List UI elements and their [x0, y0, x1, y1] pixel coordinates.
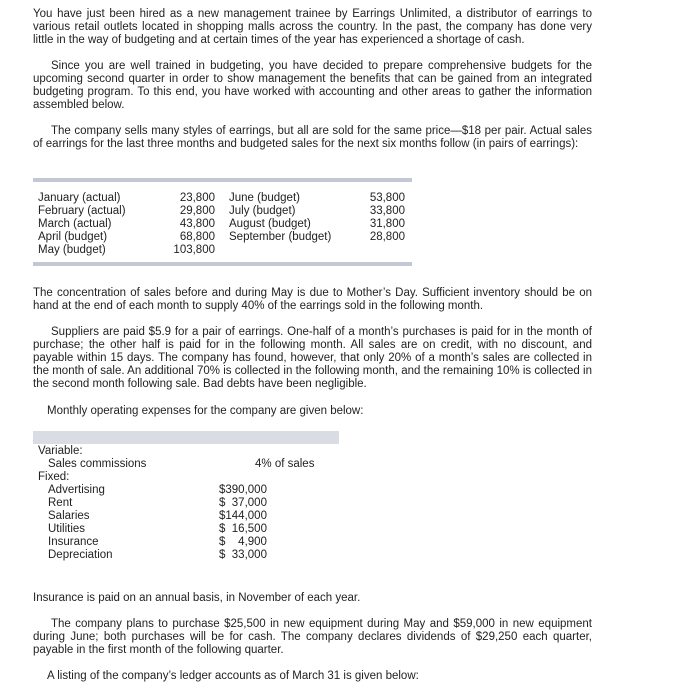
- expenses-table: [33, 444, 339, 564]
- sales-month-label: September (budget): [229, 231, 332, 243]
- sales-month-label: April (budget): [38, 231, 108, 243]
- sales-value: 29,800: [179, 205, 215, 217]
- sales-value: 68,800: [179, 231, 215, 243]
- sales-table: [33, 182, 412, 262]
- expense-label: Depreciation: [48, 549, 113, 561]
- sales-intro-paragraph: The company sells many styles of earrings, but all are sold for the same price—$18 per pair. Actual sales of earrings for the last three months and budgeted sales for the next six months follow (in pairs of earrings):: [33, 125, 592, 150]
- sales-value: 23,800: [179, 192, 215, 204]
- sales-value: 33,800: [369, 205, 405, 217]
- expense-value: 4% of sales: [255, 458, 315, 470]
- expense-value: $390,000: [219, 484, 267, 496]
- ledger-intro-paragraph: A listing of the company’s ledger accounts as of March 31 is given below:: [47, 670, 419, 682]
- expense-value: $144,000: [219, 510, 267, 522]
- sales-value: 31,800: [369, 218, 405, 230]
- expense-label: Utilities: [48, 523, 86, 535]
- expenses-table-header: [33, 431, 339, 444]
- sales-value: 53,800: [369, 192, 405, 204]
- fixed-label: Fixed:: [38, 471, 70, 483]
- sales-value: 43,800: [179, 218, 215, 230]
- sales-table-bottom-border: [33, 262, 412, 266]
- expense-label: Advertising: [48, 484, 105, 496]
- expense-label: Insurance: [48, 536, 99, 548]
- expense-value: $ 33,000: [219, 549, 267, 561]
- expense-label: Rent: [48, 497, 73, 509]
- expense-value: $ 4,900: [219, 536, 267, 548]
- budget-purpose-paragraph: Since you are well trained in budgeting, you have decided to prepare comprehensive budgets for the upcoming second quarter in order to show management the benefits that can be gained from an integrated budgeting program. To this end, you have worked with accounting and other areas to gather the information assembled below.: [33, 60, 592, 111]
- inventory-paragraph: The concentration of sales before and during May is due to Mother’s Day. Sufficient inventory should be on hand at the end of each month to supply 40% of the earrings sold in the following month.: [33, 287, 592, 312]
- intro-paragraph: You have just been hired as a new management trainee by Earrings Unlimited, a distributor of earrings to various retail outlets located in shopping malls across the country. In the past, the company has done very little in the way of budgeting and at certain times of the year has experienced a shortage of cash.: [33, 8, 592, 46]
- equipment-dividends-paragraph: The company plans to purchase $25,500 in new equipment during May and $59,000 in new equipment during June; both purchases will be for cash. The company declares dividends of $29,250 each quarter, payable in the first month of the following quarter.: [33, 618, 592, 656]
- sales-month-label: May (budget): [38, 244, 106, 256]
- sales-month-label: February (actual): [38, 205, 126, 217]
- sales-value: 28,800: [369, 231, 405, 243]
- variable-label: Variable:: [38, 445, 83, 457]
- expense-value: $ 37,000: [219, 497, 267, 509]
- expense-value: $ 16,500: [219, 523, 267, 535]
- sales-month-label: March (actual): [38, 218, 112, 230]
- sales-value: 103,800: [173, 244, 215, 256]
- sales-month-label: August (budget): [229, 218, 311, 230]
- insurance-paragraph: Insurance is paid on an annual basis, in November of each year.: [33, 592, 361, 604]
- sales-month-label: July (budget): [229, 205, 296, 217]
- expense-label: Sales commissions: [48, 458, 147, 470]
- expense-label: Salaries: [48, 510, 90, 522]
- sales-month-label: June (budget): [229, 192, 300, 204]
- sales-month-label: January (actual): [38, 192, 121, 204]
- payments-collections-paragraph: Suppliers are paid $5.9 for a pair of earrings. One-half of a month’s purchases is paid for in the month of purchase; the other half is paid for in the following month. All sales are on credit, with no discount, and payable within 15 days. The company has found, however, that only 20% of a month’s sales are collected in the month of sale. An additional 70% is collected in the following month, and the remaining 10% is collected in the second month following sale. Bad debts have been negligible.: [33, 326, 592, 390]
- expenses-intro-paragraph: Monthly operating expenses for the company are given below:: [47, 405, 364, 417]
